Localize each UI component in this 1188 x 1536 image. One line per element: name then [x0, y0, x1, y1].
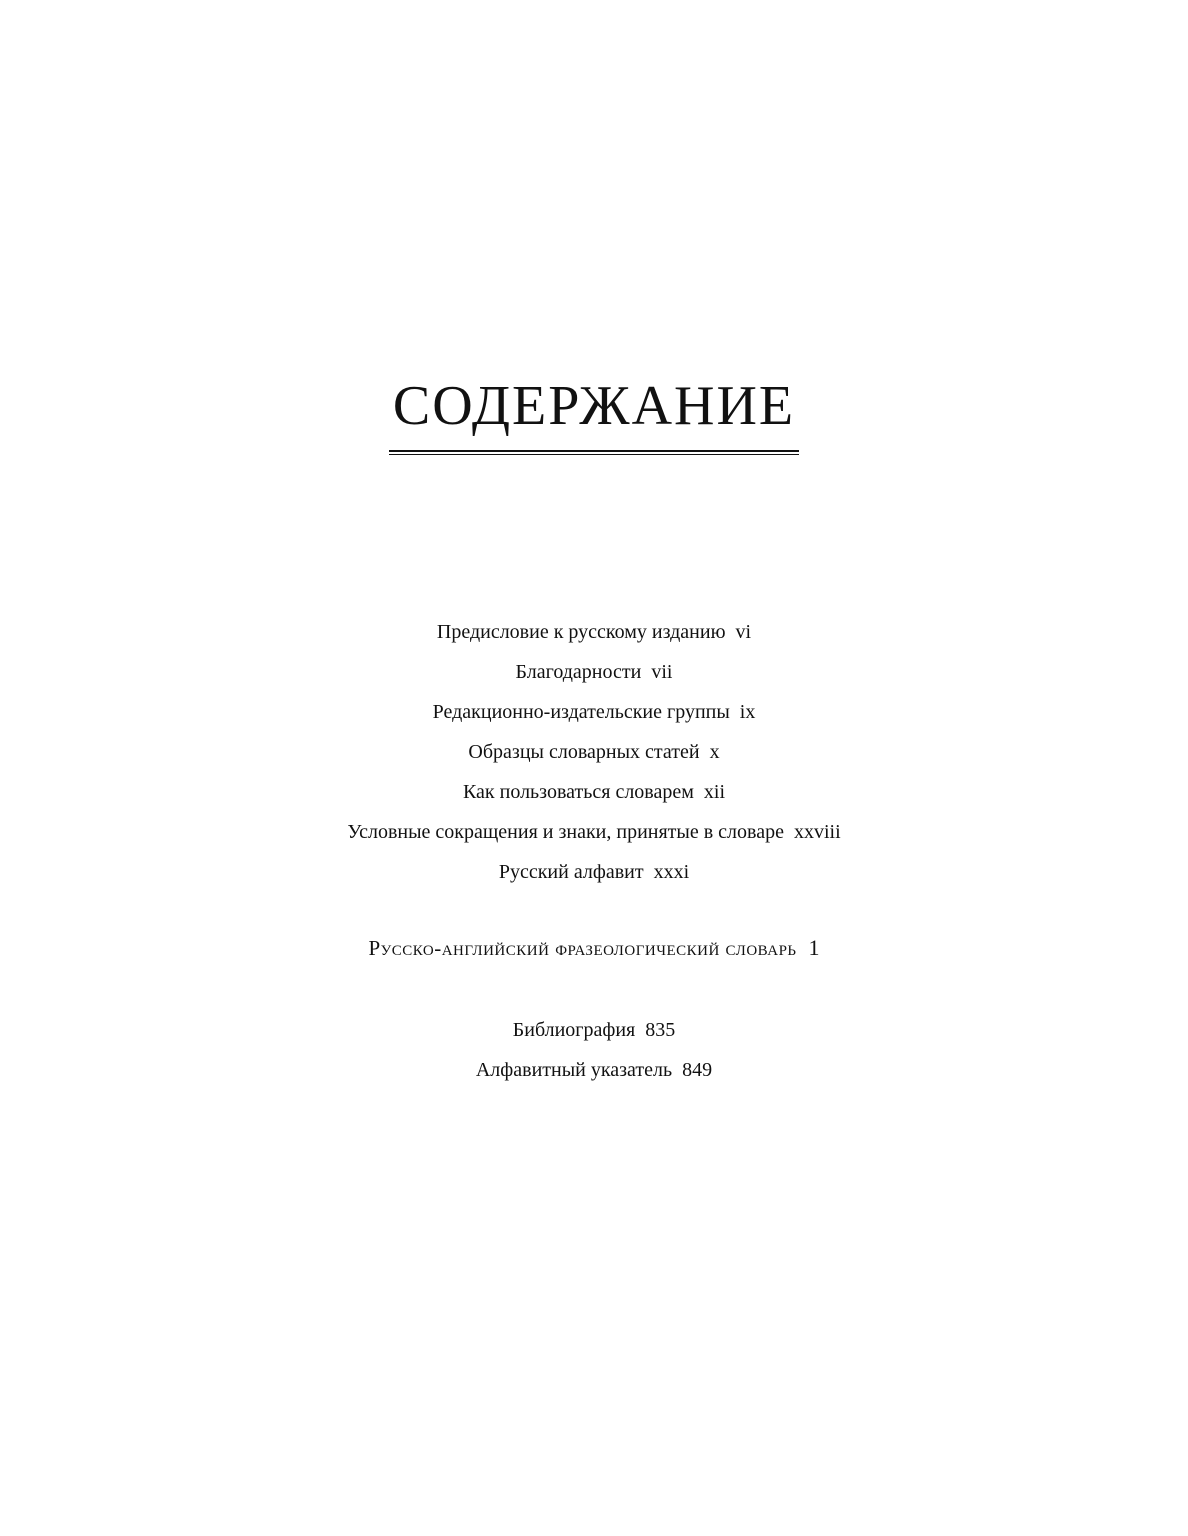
- toc-item-label: Предисловие к русскому изданию: [436, 621, 726, 643]
- toc-item-page: 835: [645, 1019, 676, 1041]
- toc-item-label: Алфавитный указатель: [475, 1059, 673, 1081]
- toc-item-page: 1: [808, 935, 820, 960]
- toc-item-how-to-use[interactable]: [0, 772, 1188, 812]
- toc-item-abbreviations[interactable]: [0, 812, 1188, 852]
- page-title: СОДЕРЖАНИЕ: [389, 376, 799, 452]
- toc-item-page: vii: [651, 661, 673, 683]
- toc-front-matter: [0, 612, 1188, 892]
- toc-item-page: xxviii: [793, 821, 841, 843]
- toc-back-matter: [0, 1010, 1188, 1090]
- toc-item-acknowledgements[interactable]: [0, 652, 1188, 692]
- toc-item-page: x: [709, 741, 720, 763]
- toc-item-page: ix: [739, 701, 756, 723]
- toc-item-label: Библиография: [512, 1019, 636, 1041]
- toc-item-label: Русско-английский фразеологический словарь: [368, 936, 797, 960]
- page-title-wrapper: [0, 376, 1188, 452]
- toc-item-label: Образцы словарных статей: [468, 741, 700, 763]
- toc-item-editorial-groups[interactable]: [0, 692, 1188, 732]
- toc-item-preface[interactable]: [0, 612, 1188, 652]
- toc-item-alphabet[interactable]: [0, 852, 1188, 892]
- toc-item-index[interactable]: [0, 1050, 1188, 1090]
- toc-item-label: Как пользоваться словарем: [462, 781, 694, 803]
- toc-item-label: Благодарности: [515, 661, 642, 683]
- toc-item-page: xii: [703, 781, 726, 803]
- toc-item-sample-entries[interactable]: [0, 732, 1188, 772]
- toc-item-label: Условные сокращения и знаки, принятые в словаре: [347, 821, 784, 843]
- toc-item-bibliography[interactable]: [0, 1010, 1188, 1050]
- toc-item-label: Русский алфавит: [498, 861, 644, 883]
- toc-item-page: xxxi: [653, 861, 690, 883]
- toc-item-page: vi: [735, 621, 752, 643]
- toc-item-page: 849: [682, 1059, 713, 1081]
- toc-item-dictionary[interactable]: [0, 928, 1188, 968]
- toc-item-label: Редакционно-издательские группы: [432, 701, 730, 723]
